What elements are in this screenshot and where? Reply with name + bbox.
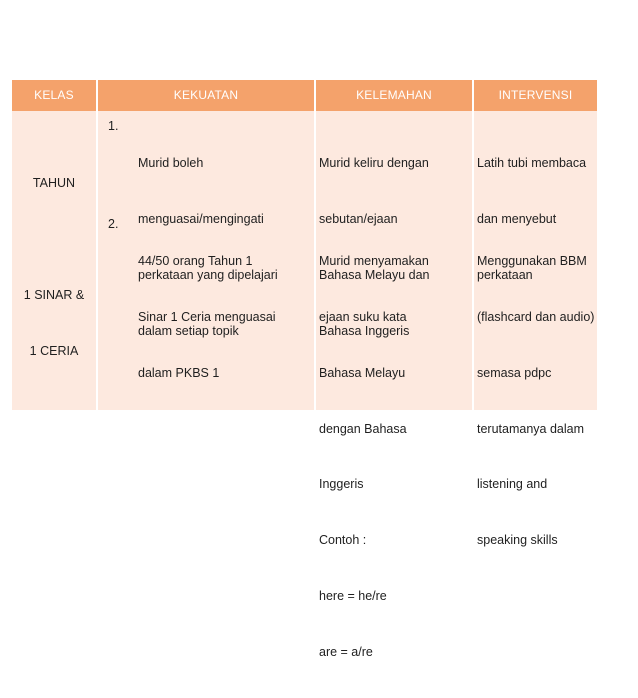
row-1-kelemahan-line: Murid keliru dengan [319, 156, 429, 171]
row-2-kekuatan-line: 44/50 orang Tahun 1 [138, 254, 253, 269]
analysis-table [12, 80, 597, 659]
row-2-kekuatan-line: Sinar 1 Ceria menguasai [138, 309, 276, 324]
row-1-intervensi-line: dan menyebut [477, 211, 557, 226]
row-2-intervensi-line: listening and [477, 477, 548, 492]
row-2-number: 2. [108, 217, 119, 231]
row-1-kekuatan-line: dalam setiap topik [138, 323, 239, 338]
row-2-intervensi-line: semasa pdpc [477, 365, 552, 380]
header-kekuatan: KEKUATAN [98, 80, 314, 111]
row-1-kelemahan-line: Bahasa Inggeris [319, 323, 410, 338]
kelas-label [12, 137, 96, 397]
row-2-kelemahan-line: ejaan suku kata [319, 309, 407, 324]
row-2-intervensi-line: speaking skills [477, 533, 558, 548]
row-1-kelemahan-line: Bahasa Melayu dan [319, 267, 430, 282]
header-intervensi: INTERVENSI [474, 80, 597, 111]
row-1-number: 1. [108, 119, 119, 133]
row-2-intervensi [477, 215, 594, 587]
row-2-kelemahan-line: are = a/re [319, 644, 373, 659]
row-2-kelemahan [319, 215, 429, 698]
kelas-line-spacer [12, 230, 96, 249]
row-2-kekuatan-line: dalam PKBS 1 [138, 365, 220, 380]
row-2-intervensi-line: terutamanya dalam [477, 421, 585, 436]
row-1-kekuatan-line: perkataan yang dipelajari [138, 267, 278, 282]
kelas-line-3: 1 CERIA [29, 343, 79, 358]
row-2-intervensi-line: (flashcard dan audio) [477, 309, 595, 324]
row-2-kelemahan-line: Inggeris [319, 477, 364, 492]
row-2-kelemahan-line: Murid menyamakan [319, 254, 429, 269]
row-1-kekuatan-line: menguasai/mengingati [138, 211, 264, 226]
header-kelas: KELAS [12, 80, 96, 111]
row-2-kelemahan-line: here = he/re [319, 588, 387, 603]
row-2-kelemahan-line: Contoh : [319, 533, 367, 548]
row-1-intervensi-line: Latih tubi membaca [477, 156, 587, 171]
header-kelemahan: KELEMAHAN [316, 80, 472, 111]
row-1-kekuatan-line: Murid boleh [138, 156, 204, 171]
row-1-intervensi-line: perkataan [477, 267, 533, 282]
row-1-kelemahan-line: sebutan/ejaan [319, 211, 398, 226]
row-2-kekuatan [138, 215, 276, 420]
row-2-kelemahan-line: Bahasa Melayu [319, 365, 406, 380]
kelas-line-1: TAHUN [32, 176, 76, 191]
row-2-kelemahan-line: dengan Bahasa [319, 421, 407, 436]
row-2-intervensi-line: Menggunakan BBM [477, 254, 587, 269]
kelas-line-2: 1 SINAR & [23, 287, 85, 302]
